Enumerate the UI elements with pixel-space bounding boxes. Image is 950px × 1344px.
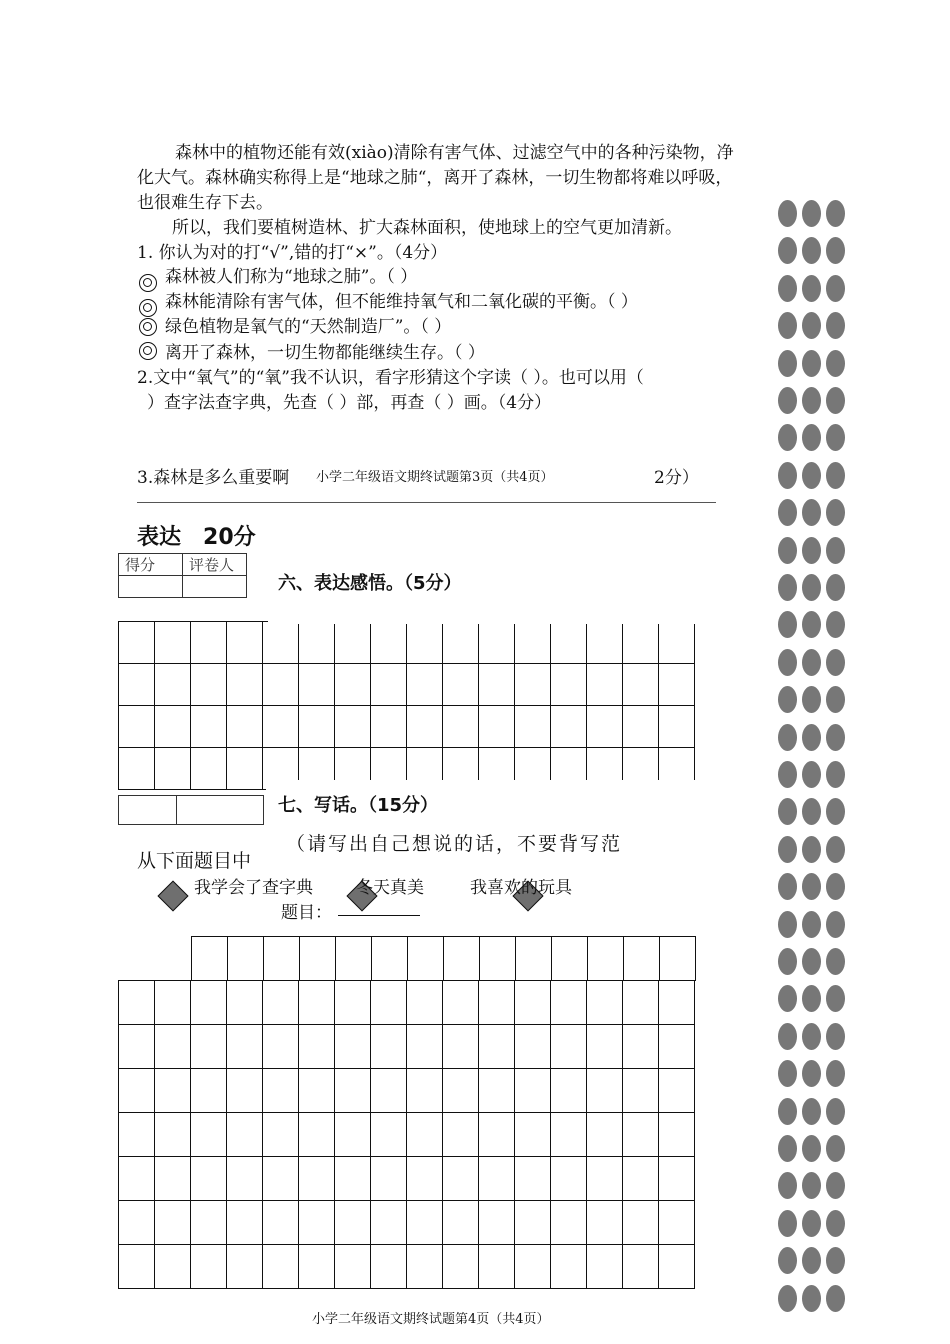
q7-instruction: （请写出自己想说的话，不要背写范 — [286, 833, 623, 855]
topic-3: 我喜欢的玩具 — [470, 878, 572, 898]
binding-dot-icon — [802, 275, 821, 302]
binding-dot-icon — [826, 836, 845, 863]
binding-dot-icon — [826, 312, 845, 339]
binding-dot-icon — [826, 200, 845, 227]
binding-dot-icon — [826, 798, 845, 825]
binding-dot-icon — [826, 611, 845, 638]
binding-dot-icon — [826, 1023, 845, 1050]
binding-dot-icon — [826, 1210, 845, 1237]
binding-dot-icon — [802, 200, 821, 227]
q1-item-2: 森林能清除有害气体，但不能维持氧气和二氧化碳的平衡。（ ） — [165, 292, 638, 312]
binding-dot-icon — [802, 499, 821, 526]
binding-dot-icon — [778, 798, 797, 825]
binding-dot-icon — [802, 1210, 821, 1237]
binding-dot-icon — [802, 537, 821, 564]
binding-dot-icon — [802, 1285, 821, 1312]
binding-dot-icon — [802, 611, 821, 638]
binding-dot-icon — [826, 1135, 845, 1162]
page-divider — [137, 502, 716, 503]
binding-dot-icon — [778, 1135, 797, 1162]
binding-dot-icon — [802, 948, 821, 975]
binding-dot-icon — [778, 537, 797, 564]
binding-dots — [778, 200, 848, 1320]
binding-dot-icon — [778, 462, 797, 489]
q1-item-1: 森林被人们称为“地球之肺”。（ ） — [165, 267, 418, 287]
binding-dot-icon — [778, 1172, 797, 1199]
bullet-circle-icon — [139, 299, 157, 317]
binding-dot-icon — [802, 237, 821, 264]
binding-dot-icon — [778, 1247, 797, 1274]
passage-line-1: 森林中的植物还能有效(xiào)清除有害气体、过滤空气中的各种污染物，净 — [175, 143, 734, 163]
footer-page-3: 小学二年级语文期终试题第3页（共4页） — [316, 470, 554, 485]
binding-dot-icon — [826, 985, 845, 1012]
binding-dot-icon — [826, 462, 845, 489]
topic-diamond-icon — [157, 880, 188, 911]
binding-dot-icon — [826, 275, 845, 302]
binding-dot-icon — [826, 537, 845, 564]
q6-writing-grid[interactable] — [118, 621, 695, 790]
binding-dot-icon — [802, 1247, 821, 1274]
binding-dot-icon — [802, 1060, 821, 1087]
binding-dot-icon — [778, 873, 797, 900]
section-title — [137, 520, 256, 551]
section-title-text: 表达 — [137, 525, 182, 550]
overlap-cover — [268, 612, 778, 624]
binding-dot-icon — [778, 387, 797, 414]
topic-2: 冬天真美 — [356, 878, 424, 898]
binding-dot-icon — [802, 985, 821, 1012]
binding-dot-icon — [802, 911, 821, 938]
binding-dot-icon — [826, 649, 845, 676]
binding-dot-icon — [802, 424, 821, 451]
binding-dot-icon — [826, 1172, 845, 1199]
bullet-circle-icon — [139, 342, 157, 360]
q3-text: 3.森林是多么重要啊 — [137, 468, 290, 488]
binding-dot-icon — [826, 873, 845, 900]
passage-line-4: 所以，我们要植树造林、扩大森林面积，使地球上的空气更加清新。 — [172, 218, 682, 238]
binding-dot-icon — [778, 911, 797, 938]
topic-label: 题目： — [281, 903, 332, 923]
binding-dot-icon — [778, 1023, 797, 1050]
binding-dot-icon — [802, 1135, 821, 1162]
binding-dot-icon — [826, 237, 845, 264]
binding-dot-icon — [802, 724, 821, 751]
binding-dot-icon — [826, 686, 845, 713]
binding-dot-icon — [778, 275, 797, 302]
binding-dot-icon — [826, 1247, 845, 1274]
q7-writing-grid[interactable] — [118, 980, 695, 1289]
q7-title: 七、写话。（15分） — [278, 795, 439, 816]
binding-dot-icon — [826, 424, 845, 451]
binding-dot-icon — [778, 1060, 797, 1087]
binding-dot-icon — [778, 724, 797, 751]
binding-dot-icon — [778, 761, 797, 788]
q1-item-3: 绿色植物是氧气的“天然制造厂”。（ ） — [165, 317, 452, 337]
binding-dot-icon — [802, 350, 821, 377]
binding-dot-icon — [778, 499, 797, 526]
binding-dot-icon — [802, 312, 821, 339]
binding-dot-icon — [778, 1098, 797, 1125]
q7-writing-grid-first-row[interactable] — [191, 936, 696, 981]
score-cell[interactable] — [119, 576, 183, 598]
binding-dot-icon — [778, 1285, 797, 1312]
q6-title: 六、表达感悟。（5分） — [278, 573, 462, 594]
passage-line-3: 也很难生存下去。 — [137, 193, 273, 213]
binding-dot-icon — [802, 1098, 821, 1125]
passage-line-2: 化大气。森林确实称得上是“地球之肺“，离开了森林，一切生物都将难以呼吸， — [137, 168, 733, 188]
binding-dot-icon — [802, 761, 821, 788]
binding-dot-icon — [778, 237, 797, 264]
binding-dot-icon — [826, 948, 845, 975]
q2-line-1: 2.文中“氧气”的“氧”我不认识，看字形猜这个字读（ ）。也可以用（ — [137, 368, 644, 388]
binding-dot-icon — [802, 387, 821, 414]
binding-dot-icon — [826, 574, 845, 601]
binding-dot-icon — [826, 761, 845, 788]
binding-dot-icon — [802, 1172, 821, 1199]
binding-dot-icon — [778, 424, 797, 451]
grader-label: 评卷人 — [183, 554, 247, 576]
q3-score: 2分） — [654, 468, 699, 488]
binding-dot-icon — [778, 312, 797, 339]
binding-dot-icon — [802, 798, 821, 825]
binding-dot-icon — [826, 350, 845, 377]
binding-dot-icon — [826, 1060, 845, 1087]
binding-dot-icon — [826, 387, 845, 414]
q1-title: 1. 你认为对的打“√”,错的打“×”。（4分） — [137, 243, 448, 263]
binding-dot-icon — [778, 350, 797, 377]
binding-dot-icon — [802, 836, 821, 863]
binding-dot-icon — [802, 686, 821, 713]
binding-dot-icon — [802, 574, 821, 601]
q2-line-2: ）查字法查字典，先查（ ）部，再查（ ）画。（4分） — [147, 393, 552, 413]
binding-dot-icon — [826, 724, 845, 751]
binding-dot-icon — [778, 985, 797, 1012]
binding-dot-icon — [802, 462, 821, 489]
binding-dot-icon — [826, 499, 845, 526]
score-table-fragment — [118, 795, 264, 825]
binding-dot-icon — [778, 686, 797, 713]
binding-dot-icon — [826, 1098, 845, 1125]
bullet-circle-icon — [139, 274, 157, 292]
grader-cell[interactable] — [183, 576, 247, 598]
q7-choose-text: 从下面题目中 — [137, 850, 252, 872]
score-label: 得分 — [119, 554, 183, 576]
binding-dot-icon — [778, 574, 797, 601]
binding-dot-icon — [802, 873, 821, 900]
q1-item-4: 离开了森林，一切生物都能继续生存。（ ） — [165, 343, 485, 363]
binding-dot-icon — [802, 1023, 821, 1050]
binding-dot-icon — [778, 1210, 797, 1237]
binding-dot-icon — [802, 649, 821, 676]
section-points: 20分 — [203, 525, 256, 550]
topic-blank-line[interactable] — [338, 915, 420, 916]
binding-dot-icon — [778, 200, 797, 227]
binding-dot-icon — [778, 836, 797, 863]
binding-dot-icon — [826, 1285, 845, 1312]
score-table — [118, 553, 247, 598]
bullet-circle-icon — [139, 318, 157, 336]
binding-dot-icon — [826, 911, 845, 938]
binding-dot-icon — [778, 649, 797, 676]
topic-1: 我学会了查字典 — [194, 878, 313, 898]
footer-page-4: 小学二年级语文期终试题第4页（共4页） — [312, 1312, 550, 1327]
binding-dot-icon — [778, 611, 797, 638]
binding-dot-icon — [778, 948, 797, 975]
